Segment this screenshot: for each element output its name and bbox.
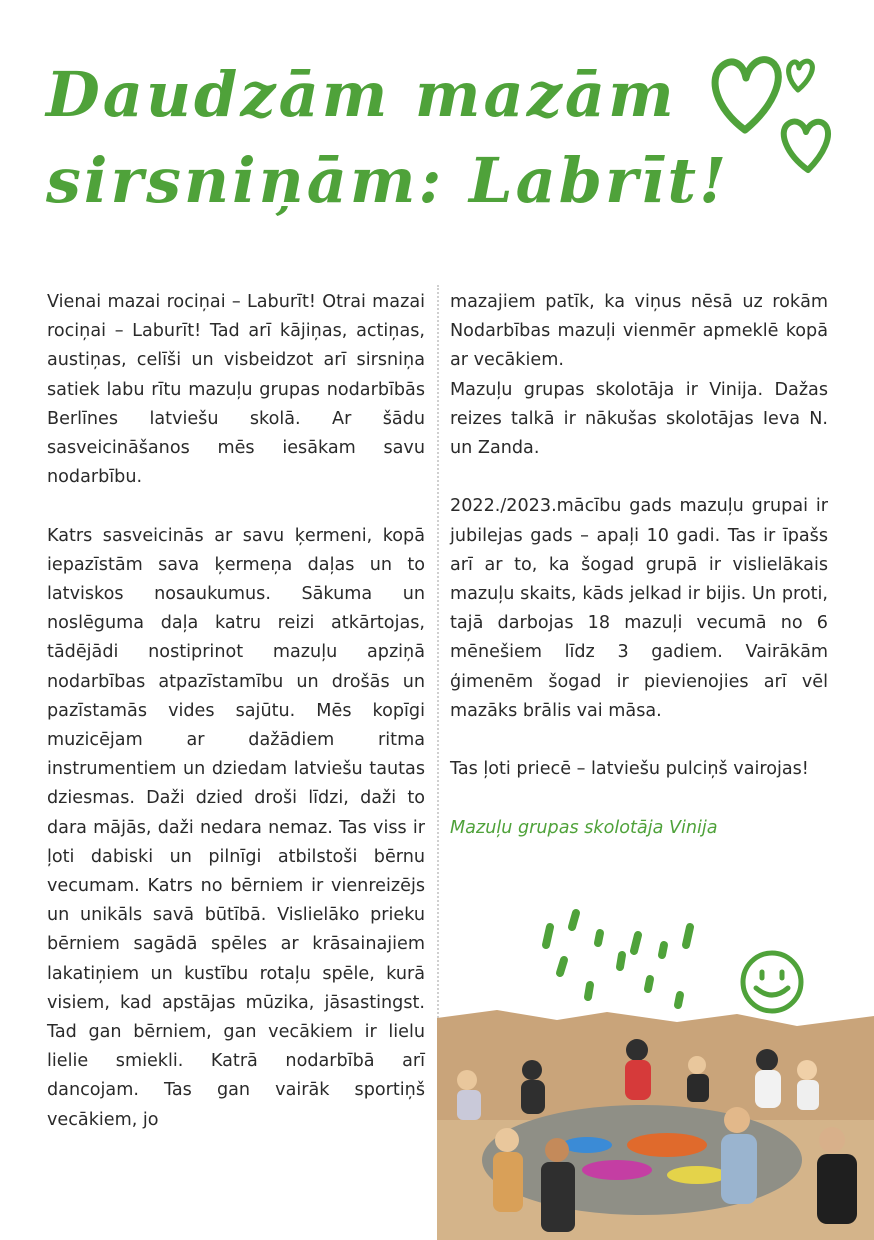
group-photo: [437, 1010, 874, 1240]
photo-illustration: [437, 1010, 874, 1240]
right-paragraph-1: mazajiem patīk, ka viņus nēsā uz rokām Nodarbības mazuļi vienmēr apmeklē kopā ar vecākiem.: [450, 292, 828, 371]
right-column: [450, 288, 828, 843]
title-line-1: Daudzām mazām: [46, 58, 677, 131]
smiley-icon: [738, 948, 806, 1016]
hearts-icon: [700, 48, 840, 178]
right-paragraph-4: Tas ļoti priecē – latviešu pulciņš vairojas!: [450, 759, 809, 780]
right-paragraph-3: 2022./2023.mācību gads mazuļu grupai ir jubilejas gads – apaļi 10 gadi. Tas ir īpašs arī ar to, ka šogad grupā ir vislielākais mazuļu skaits, kāds jelkad ir bijis. Un proti, tajā darbojas 18 mazuļi vecumā no 6 mēnešiem līdz 3 gadiem. Vairākām ģimenēm šogad ir pievienojies arī vēl mazāks brālis vai māsa.: [450, 496, 828, 721]
title-line-2: sirsniņām: Labrīt!: [46, 144, 730, 217]
left-column: [47, 288, 425, 1135]
left-paragraph-2: Katrs sasveicinās ar savu ķermeni, kopā iepazīstām sava ķermeņa daļas un to latviskos nosaukumus. Sākuma un noslēguma daļa katru reizi atkārtojas, tādējādi nostiprinot mazuļu apziņā nodarbības atpazīstamību un drošās un pazīstamās vides sajūtu. Mēs kopīgi muzicējam ar dažādiem ritma instrumentiem un dziedam latviešu tautas dziesmas. Daži dzied droši līdzi, daži to dara mājās, daži nedara nemaz. Tas viss ir ļoti dabiski un pilnīgi atbilstoši bērnu vecumam. Katrs no bērniem ir vienreizējs un unikāls savā būtībā. Vislielāko prieku bērniem sagādā spēles ar krāsainajiem lakatiņiem un kustību rotaļu spēle, kurā visiem, kad apstājas mūzika, jāsastingst. Tad gan bērniem, gan vecākiem ir lielu lielie smiekli. Katrā nodarbībā arī dancojam. Tas gan vairāk sportiņš vecākiem, jo: [47, 525, 425, 1130]
column-divider: [437, 285, 439, 1130]
right-paragraph-2: Mazuļu grupas skolotāja ir Vinija. Dažas reizes talkā ir nākušas skolotājas Ieva N. un Zanda.: [450, 379, 828, 459]
signature: Mazuļu grupas skolotāja Vinija: [450, 817, 718, 838]
page-title: [46, 52, 786, 224]
left-paragraph-1: Vienai mazai rociņai – Laburīt! Otrai mazai rociņai – Laburīt! Tad arī kājiņas, actiņas, austiņas, celīši un visbeidzot arī sirsniņa satiek labu rītu mazuļu grupas nodarbībās Berlīnes latviešu skolā. Ar šādu sasveicināšanos mēs iesākam savu nodarbību.: [47, 292, 425, 488]
